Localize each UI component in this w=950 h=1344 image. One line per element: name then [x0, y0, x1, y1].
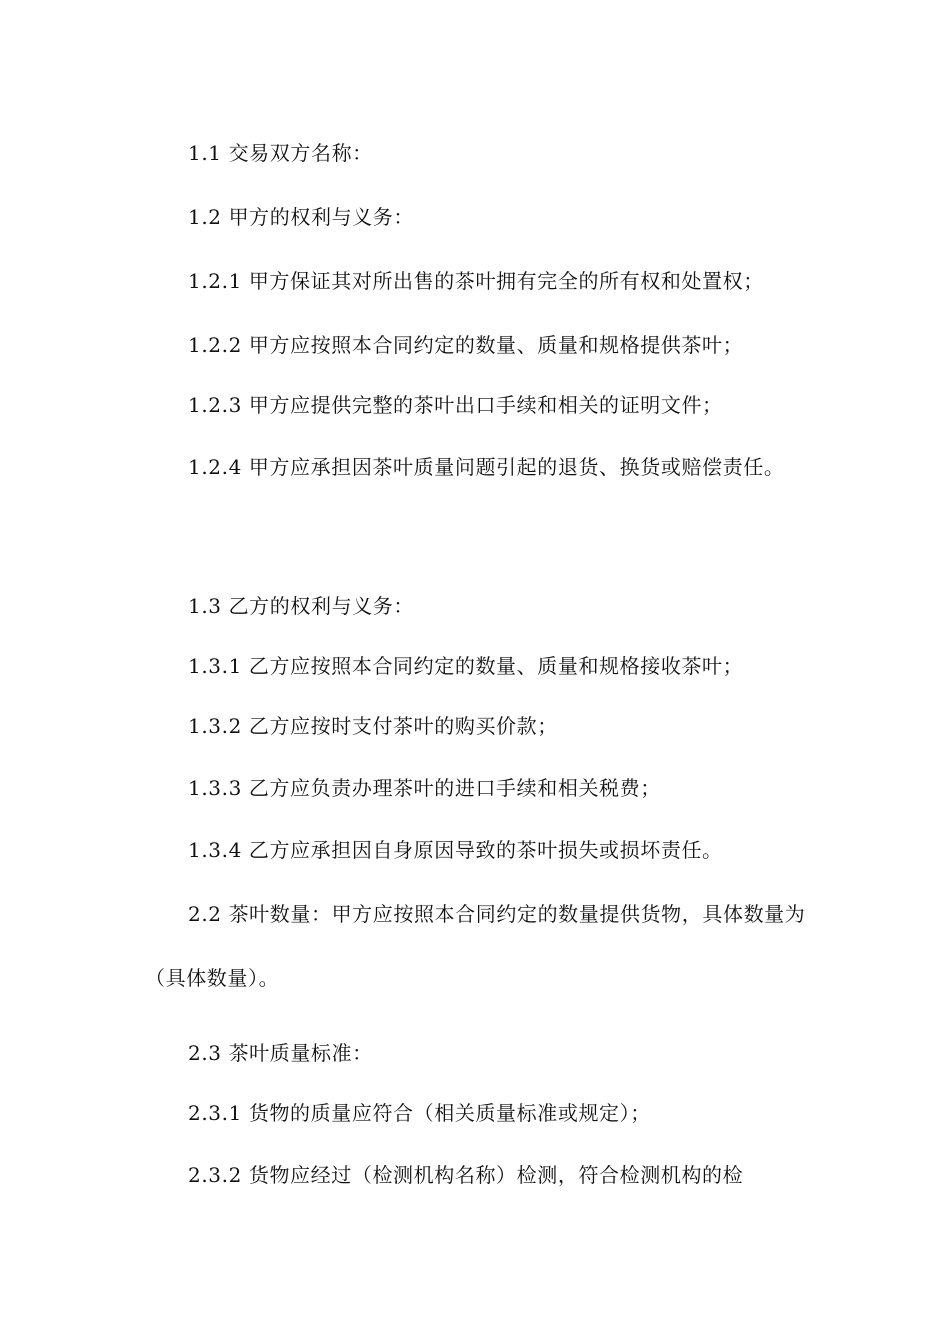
clause-1-2-4: 1.2.4 甲方应承担因茶叶质量问题引起的退货、换货或赔偿责任。 — [188, 455, 785, 479]
clause-2-3-1: 2.3.1 货物的质量应符合（相关质量标准或规定）； — [188, 1101, 651, 1125]
clause-1-3-3: 1.3.3 乙方应负责办理茶叶的进口手续和相关税费； — [188, 776, 661, 800]
clause-2-2: 2.2 茶叶数量：甲方应按照本合同约定的数量提供货物，具体数量为（具体数量）。 — [145, 902, 806, 990]
clause-1-3: 1.3 乙方的权利与义务： — [188, 594, 414, 618]
clause-1-2-2: 1.2.2 甲方应按照本合同约定的数量、质量和规格提供茶叶； — [188, 333, 744, 357]
clause-2-3: 2.3 茶叶质量标准： — [188, 1041, 373, 1065]
clause-1-3-2: 1.3.2 乙方应按时支付茶叶的购买价款； — [188, 714, 558, 738]
clause-1-3-1: 1.3.1 乙方应按照本合同约定的数量、质量和规格接收茶叶； — [188, 654, 744, 678]
clause-1-1: 1.1 交易双方名称： — [188, 141, 373, 165]
clause-1-2-1: 1.2.1 甲方保证其对所出售的茶叶拥有完全的所有权和处置权； — [188, 269, 764, 293]
clause-1-3-4: 1.3.4 乙方应承担因自身原因导致的茶叶损失或损坏责任。 — [188, 838, 723, 862]
clause-1-2-3: 1.2.3 甲方应提供完整的茶叶出口手续和相关的证明文件； — [188, 393, 723, 417]
clause-1-2: 1.2 甲方的权利与义务： — [188, 205, 414, 229]
clause-2-3-2: 2.3.2 货物应经过（检测机构名称）检测，符合检测机构的检 — [188, 1163, 744, 1187]
